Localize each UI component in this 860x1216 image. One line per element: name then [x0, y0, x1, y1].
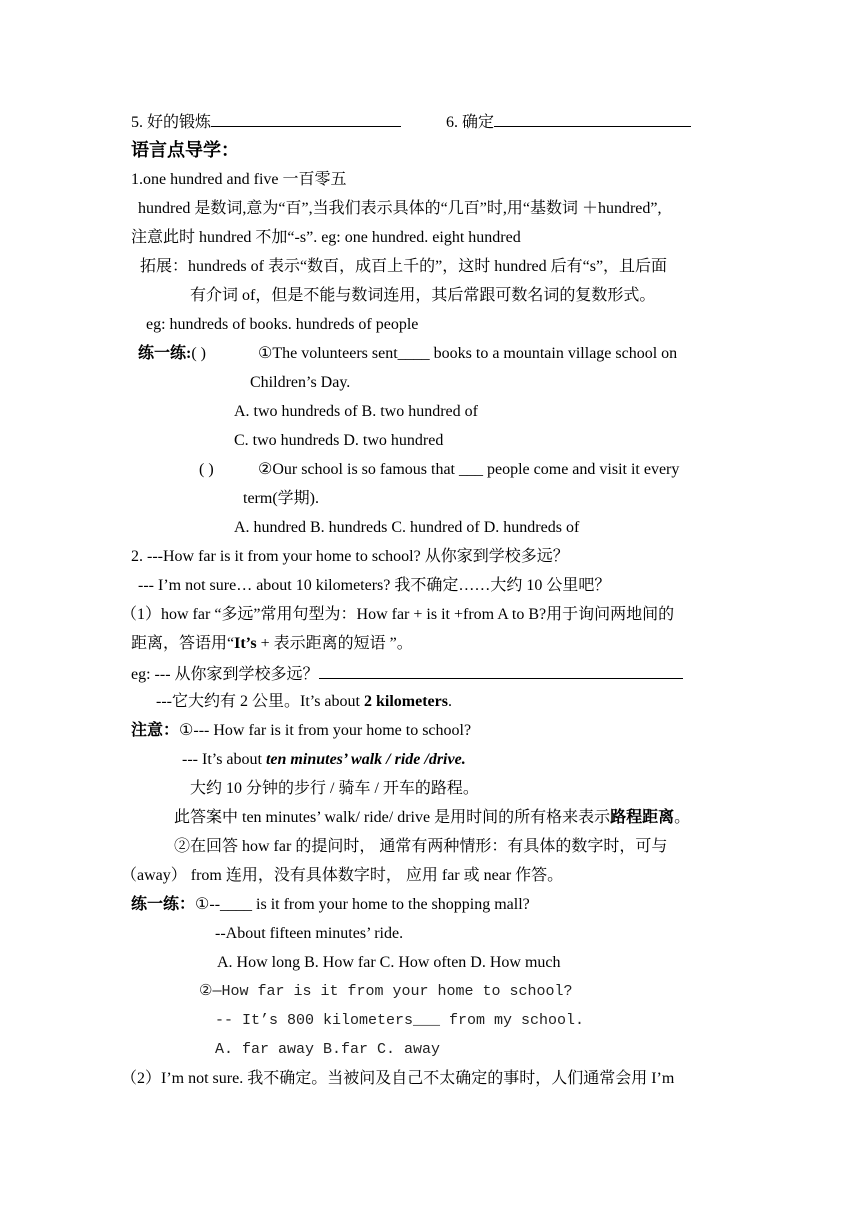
question-1-continued: Children’s Day.	[250, 374, 351, 391]
point2-title: 2. ---How far is it from your home to school? 从你家到学校多远？	[131, 548, 569, 565]
answer-blank[interactable]	[211, 111, 401, 127]
answer-blank[interactable]	[494, 111, 691, 127]
sub1-text-a: 距离，答语用“	[131, 635, 235, 652]
practice-2-q2-options: A. far away B.far C. away	[215, 1041, 441, 1058]
sub1-text-c: + 表示距离的短语 ”。	[256, 635, 413, 652]
question-2-continued: term(学期).	[243, 490, 319, 507]
practice-label: 练一练：	[131, 896, 196, 913]
point1-line1: hundred 是数词,意为“百”,当我们表示具体的“几百”时,用“基数词 ＋hundred”,	[138, 200, 662, 217]
answer-blank[interactable]	[319, 663, 683, 679]
point1-extension-line2: 有介词 of，但是不能与数词连用，其后常跟可数名词的复数形式。	[190, 287, 656, 304]
practice-2-question-1	[131, 895, 530, 915]
vocab-item-6-label: 6. 确定	[446, 114, 495, 131]
question-1-options-cd: C. two hundreds D. two hundred	[234, 432, 444, 449]
note-label: 注意：	[131, 722, 180, 739]
practice-label: 练一练:	[138, 345, 192, 362]
practice-2-q1-options: A. How long B. How far C. How often D. How much	[217, 954, 561, 971]
practice-2-q1-text: ①--____ is it from your home to the shopping mall?	[195, 896, 530, 913]
note-1-explanation	[174, 808, 690, 828]
question-1-text: ①The volunteers sent____ books to a mountain village school on	[258, 345, 678, 362]
practice-2-q2-answer: -- It’s 800 kilometers___ from my school.	[215, 1012, 585, 1029]
point1-line2: 注意此时 hundred 不加“-s”. eg: one hundred. eight hundred	[131, 229, 521, 246]
note-1-answer	[182, 750, 466, 770]
question-2-text: ②Our school is so famous that ___ people come and visit it every	[258, 461, 680, 478]
example-answer-pre: ---它大约有 2 公里。It’s about	[156, 693, 364, 710]
note-1-question	[131, 721, 471, 741]
point2-sub1-line2	[131, 634, 413, 654]
example-answer-post: .	[447, 693, 452, 710]
point1-example: eg: hundreds of books. hundreds of people	[146, 316, 419, 333]
point2-sub1-line1: （1）how far “多远”常用句型为：How far + is it +from A to B?用于询问两地间的	[121, 606, 675, 623]
note-1-explanation-c: 。	[674, 809, 691, 826]
example-question	[131, 663, 683, 685]
question-2-paren[interactable]: ( )	[199, 461, 214, 478]
practice-2-q2-question: ②—How far is it from your home to school?	[199, 983, 573, 1000]
answer-paren[interactable]: ( )	[191, 345, 206, 362]
note-1-chinese: 大约 10 分钟的步行 / 骑车 / 开车的路程。	[190, 780, 479, 797]
sub1-text-bold: It’s	[234, 635, 257, 652]
point2-reply: --- I’m not sure… about 10 kilometers? 我不确定……大约 10 公里吧？	[138, 577, 611, 594]
note-1-explanation-a: 此答案中 ten minutes’ walk/ ride/ drive 是用时间的所有格来表示	[174, 809, 611, 826]
question-1-options-ab: A. two hundreds of B. two hundred of	[234, 403, 478, 420]
note-1-question-text: ①--- How far is it from your home to school?	[179, 722, 472, 739]
example-question-text: eg: --- 从你家到学校多远？	[131, 666, 319, 683]
note-2-line2: （away） from 连用，没有具体数字时， 应用 far 或 near 作答。	[121, 867, 564, 884]
point1-extension-line1: 拓展：hundreds of 表示“数百，成百上千的”，这时 hundred 后有“s”，且后面	[140, 258, 668, 275]
vocab-item-5-label: 5. 好的锻炼	[131, 114, 212, 131]
example-answer-bold: 2 kilometers	[363, 693, 448, 710]
note-1-explanation-bold: 路程距离	[610, 809, 675, 826]
question-2-options: A. hundred B. hundreds C. hundred of D. hundreds of	[234, 519, 580, 536]
section-title: 语言点导学：	[131, 140, 239, 161]
note-2-line1: ②在回答 how far 的提问时， 通常有两种情形：有具体的数字时，可与	[174, 838, 668, 855]
point1-title: 1.one hundred and five 一百零五	[131, 171, 347, 188]
practice-2-q1-answer: --About fifteen minutes’ ride.	[215, 925, 404, 942]
point1-practice	[138, 344, 206, 364]
vocab-item-5	[131, 111, 401, 133]
note-1-answer-emphasis: ten minutes’ walk / ride /drive.	[265, 751, 466, 768]
example-answer	[156, 692, 452, 712]
vocab-item-6	[446, 111, 691, 133]
note-1-answer-pre: --- It’s about	[182, 751, 266, 768]
point2-sub2-line1: （2）I’m not sure. 我不确定。当被问及自己不太确定的事时，人们通常会用 I’m	[121, 1070, 675, 1087]
